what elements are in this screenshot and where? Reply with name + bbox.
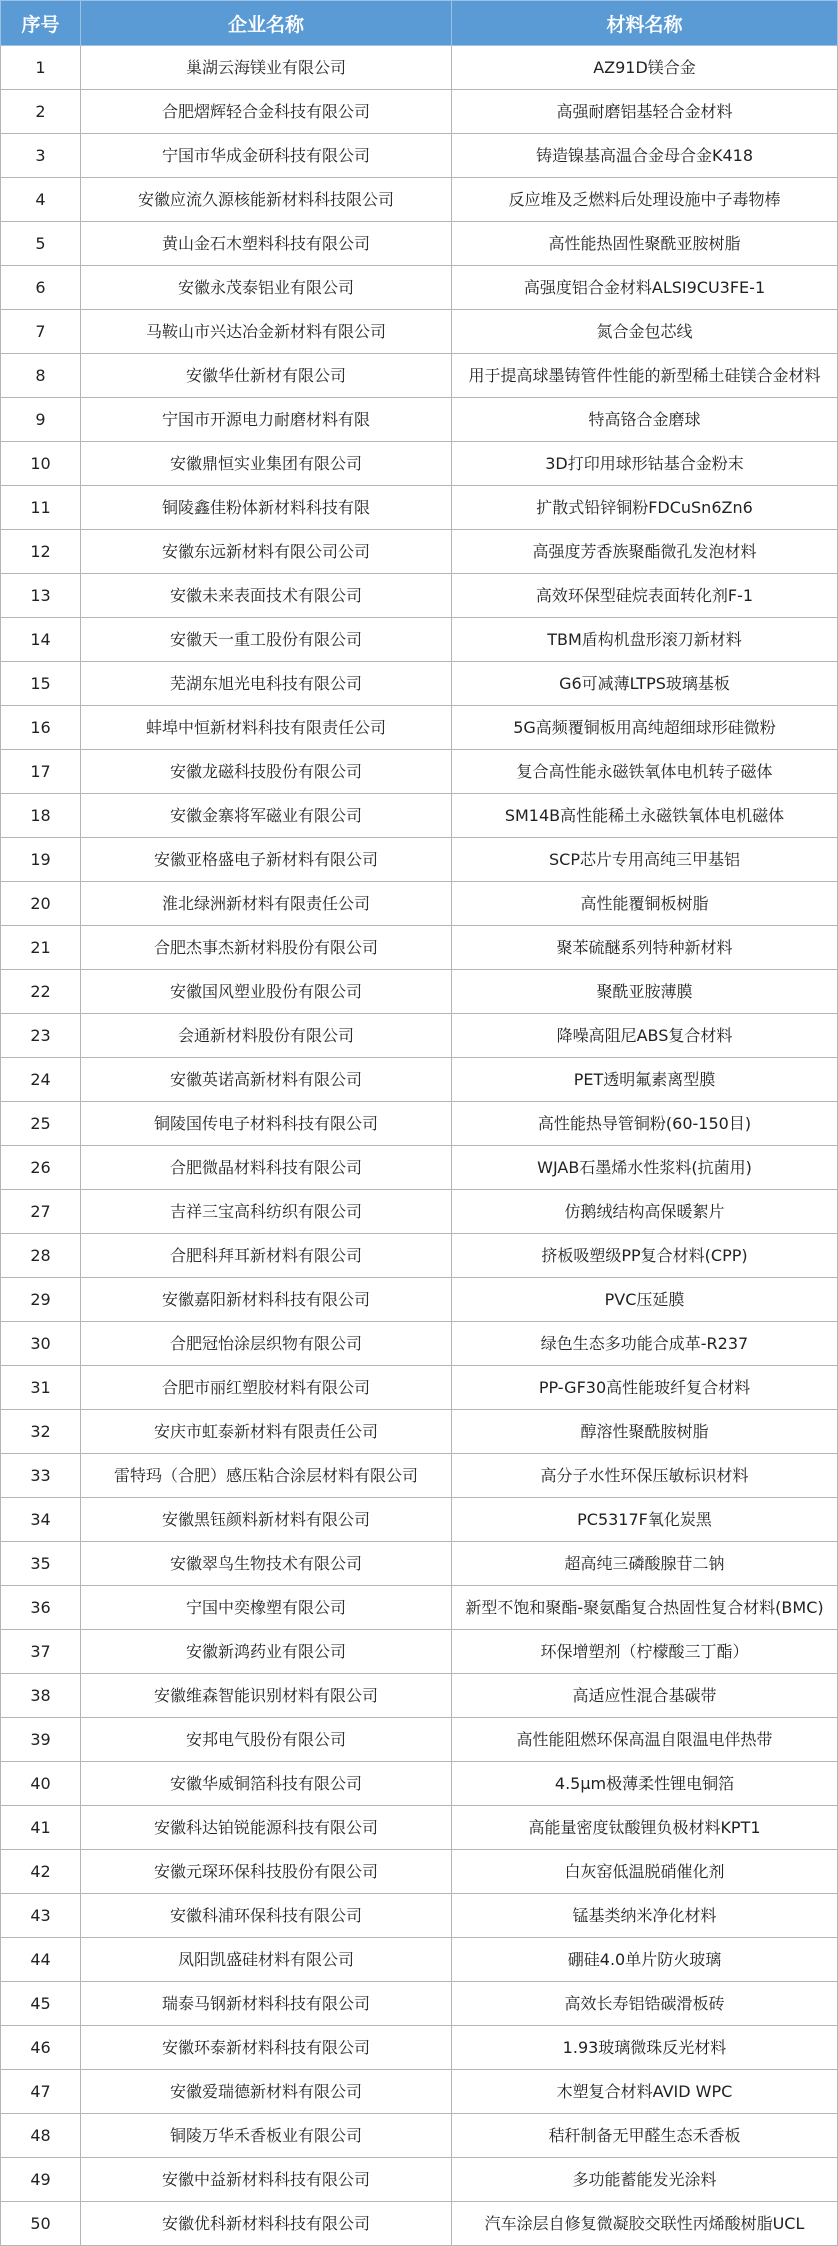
cell-index: 27	[1, 1190, 81, 1234]
cell-company: 合肥杰事杰新材料股份有限公司	[81, 926, 452, 970]
cell-company: 铜陵国传电子材料科技有限公司	[81, 1102, 452, 1146]
cell-material: 绿色生态多功能合成革-R237	[452, 1322, 838, 1366]
cell-index: 42	[1, 1850, 81, 1894]
cell-material: 挤板吸塑级PP复合材料(CPP)	[452, 1234, 838, 1278]
table-row	[1, 882, 838, 926]
table-row	[1, 1762, 838, 1806]
cell-company: 安徽嘉阳新材料科技有限公司	[81, 1278, 452, 1322]
cell-company: 铜陵鑫佳粉体新材料科技有限	[81, 486, 452, 530]
cell-index: 1	[1, 46, 81, 90]
table-row	[1, 46, 838, 90]
cell-company: 宁国市开源电力耐磨材料有限	[81, 398, 452, 442]
cell-index: 26	[1, 1146, 81, 1190]
cell-material: 聚酰亚胺薄膜	[452, 970, 838, 1014]
cell-company: 安徽龙磁科技股份有限公司	[81, 750, 452, 794]
cell-company: 安徽翠鸟生物技术有限公司	[81, 1542, 452, 1586]
cell-company: 芜湖东旭光电科技有限公司	[81, 662, 452, 706]
table-row	[1, 2202, 838, 2246]
cell-material: 高性能阻燃环保高温自限温电伴热带	[452, 1718, 838, 1762]
cell-material: 高性能热固性聚酰亚胺树脂	[452, 222, 838, 266]
header-index: 序号	[1, 1, 81, 46]
cell-material: 高能量密度钛酸锂负极材料KPT1	[452, 1806, 838, 1850]
table-row	[1, 1982, 838, 2026]
table-row	[1, 662, 838, 706]
cell-material: SCP芯片专用高纯三甲基铝	[452, 838, 838, 882]
table-row	[1, 794, 838, 838]
cell-company: 合肥冠怡涂层织物有限公司	[81, 1322, 452, 1366]
header-company: 企业名称	[81, 1, 452, 46]
cell-index: 16	[1, 706, 81, 750]
cell-index: 37	[1, 1630, 81, 1674]
cell-company: 安徽优科新材料科技有限公司	[81, 2202, 452, 2246]
cell-index: 47	[1, 2070, 81, 2114]
cell-index: 13	[1, 574, 81, 618]
table-row	[1, 354, 838, 398]
cell-index: 3	[1, 134, 81, 178]
table-row	[1, 310, 838, 354]
cell-material: 白灰窑低温脱硝催化剂	[452, 1850, 838, 1894]
table-row	[1, 1674, 838, 1718]
cell-index: 4	[1, 178, 81, 222]
cell-material: 锰基类纳米净化材料	[452, 1894, 838, 1938]
cell-material: PET透明氟素离型膜	[452, 1058, 838, 1102]
cell-company: 安徽爱瑞德新材料有限公司	[81, 2070, 452, 2114]
cell-index: 20	[1, 882, 81, 926]
cell-material: 4.5μm极薄柔性锂电铜箔	[452, 1762, 838, 1806]
cell-material: 氮合金包芯线	[452, 310, 838, 354]
cell-company: 安徽天一重工股份有限公司	[81, 618, 452, 662]
table-row	[1, 1454, 838, 1498]
cell-index: 36	[1, 1586, 81, 1630]
cell-company: 合肥微晶材料科技有限公司	[81, 1146, 452, 1190]
cell-index: 12	[1, 530, 81, 574]
cell-material: 高效环保型硅烷表面转化剂F-1	[452, 574, 838, 618]
cell-company: 安邦电气股份有限公司	[81, 1718, 452, 1762]
cell-index: 10	[1, 442, 81, 486]
cell-company: 安徽英诺高新材料有限公司	[81, 1058, 452, 1102]
cell-company: 安徽元琛环保科技股份有限公司	[81, 1850, 452, 1894]
table-row	[1, 266, 838, 310]
table-row	[1, 2070, 838, 2114]
cell-index: 21	[1, 926, 81, 970]
cell-material: 聚苯硫醚系列特种新材料	[452, 926, 838, 970]
cell-index: 24	[1, 1058, 81, 1102]
cell-company: 安徽金寨将军磁业有限公司	[81, 794, 452, 838]
cell-company: 安徽应流久源核能新材料科技限公司	[81, 178, 452, 222]
table-row	[1, 1366, 838, 1410]
table-row	[1, 1190, 838, 1234]
cell-material: G6可减薄LTPS玻璃基板	[452, 662, 838, 706]
table-row	[1, 1322, 838, 1366]
cell-company: 吉祥三宝高科纺织有限公司	[81, 1190, 452, 1234]
cell-material: 高强度芳香族聚酯微孔发泡材料	[452, 530, 838, 574]
cell-company: 合肥科拜耳新材料有限公司	[81, 1234, 452, 1278]
cell-index: 23	[1, 1014, 81, 1058]
cell-material: 醇溶性聚酰胺树脂	[452, 1410, 838, 1454]
cell-company: 安徽华威铜箔科技有限公司	[81, 1762, 452, 1806]
table-row	[1, 574, 838, 618]
cell-index: 44	[1, 1938, 81, 1982]
cell-company: 安徽新鸿药业有限公司	[81, 1630, 452, 1674]
table-row	[1, 442, 838, 486]
cell-index: 49	[1, 2158, 81, 2202]
cell-index: 22	[1, 970, 81, 1014]
table-row	[1, 750, 838, 794]
cell-material: PC5317F氧化炭黑	[452, 1498, 838, 1542]
cell-index: 46	[1, 2026, 81, 2070]
cell-index: 38	[1, 1674, 81, 1718]
cell-index: 34	[1, 1498, 81, 1542]
table-row	[1, 486, 838, 530]
cell-company: 铜陵万华禾香板业有限公司	[81, 2114, 452, 2158]
cell-material: 高分子水性环保压敏标识材料	[452, 1454, 838, 1498]
cell-index: 11	[1, 486, 81, 530]
table-row	[1, 2114, 838, 2158]
cell-material: 5G高频覆铜板用高纯超细球形硅微粉	[452, 706, 838, 750]
cell-company: 安徽环泰新材料科技有限公司	[81, 2026, 452, 2070]
table-row	[1, 1498, 838, 1542]
cell-company: 蚌埠中恒新材料科技有限责任公司	[81, 706, 452, 750]
cell-material: TBM盾构机盘形滚刀新材料	[452, 618, 838, 662]
cell-index: 45	[1, 1982, 81, 2026]
table-row	[1, 222, 838, 266]
cell-material: 反应堆及乏燃料后处理设施中子毒物棒	[452, 178, 838, 222]
cell-index: 19	[1, 838, 81, 882]
cell-index: 18	[1, 794, 81, 838]
cell-material: 铸造镍基高温合金母合金K418	[452, 134, 838, 178]
cell-company: 安徽维森智能识别材料有限公司	[81, 1674, 452, 1718]
cell-company: 瑞泰马钢新材料科技有限公司	[81, 1982, 452, 2026]
cell-material: WJAB石墨烯水性浆料(抗菌用)	[452, 1146, 838, 1190]
cell-company: 凤阳凯盛硅材料有限公司	[81, 1938, 452, 1982]
cell-material: 3D打印用球形钴基合金粉末	[452, 442, 838, 486]
table-row	[1, 1278, 838, 1322]
table-row	[1, 1234, 838, 1278]
table-row	[1, 926, 838, 970]
cell-material: 高性能热导管铜粉(60-150目)	[452, 1102, 838, 1146]
cell-company: 巢湖云海镁业有限公司	[81, 46, 452, 90]
table-row	[1, 1630, 838, 1674]
cell-company: 合肥熠辉轻合金科技有限公司	[81, 90, 452, 134]
cell-index: 14	[1, 618, 81, 662]
cell-index: 2	[1, 90, 81, 134]
cell-material: 硼硅4.0单片防火玻璃	[452, 1938, 838, 1982]
table-row	[1, 618, 838, 662]
cell-index: 5	[1, 222, 81, 266]
cell-material: 秸秆制备无甲醛生态禾香板	[452, 2114, 838, 2158]
table-row	[1, 706, 838, 750]
cell-index: 30	[1, 1322, 81, 1366]
table-row	[1, 1014, 838, 1058]
table-row	[1, 178, 838, 222]
cell-material: 特高铬合金磨球	[452, 398, 838, 442]
table-row	[1, 838, 838, 882]
cell-material: PP-GF30高性能玻纤复合材料	[452, 1366, 838, 1410]
cell-index: 39	[1, 1718, 81, 1762]
cell-company: 安徽科达铂锐能源科技有限公司	[81, 1806, 452, 1850]
cell-company: 马鞍山市兴达冶金新材料有限公司	[81, 310, 452, 354]
cell-company: 安徽未来表面技术有限公司	[81, 574, 452, 618]
cell-company: 安徽黑钰颜料新材料有限公司	[81, 1498, 452, 1542]
table-row	[1, 90, 838, 134]
cell-company: 黄山金石木塑料科技有限公司	[81, 222, 452, 266]
cell-index: 6	[1, 266, 81, 310]
cell-index: 28	[1, 1234, 81, 1278]
cell-index: 25	[1, 1102, 81, 1146]
cell-index: 29	[1, 1278, 81, 1322]
cell-material: PVC压延膜	[452, 1278, 838, 1322]
table-row	[1, 134, 838, 178]
cell-material: AZ91D镁合金	[452, 46, 838, 90]
table-row	[1, 2158, 838, 2202]
cell-index: 35	[1, 1542, 81, 1586]
cell-index: 32	[1, 1410, 81, 1454]
table-row	[1, 1410, 838, 1454]
cell-index: 33	[1, 1454, 81, 1498]
cell-company: 安徽东远新材料有限公司公司	[81, 530, 452, 574]
cell-company: 安庆市虹泰新材料有限责任公司	[81, 1410, 452, 1454]
cell-material: 多功能蓄能发光涂料	[452, 2158, 838, 2202]
table-row	[1, 1938, 838, 1982]
cell-material: 高适应性混合基碳带	[452, 1674, 838, 1718]
table-row	[1, 1718, 838, 1762]
table-row	[1, 1146, 838, 1190]
cell-company: 雷特玛（合肥）感压粘合涂层材料有限公司	[81, 1454, 452, 1498]
cell-index: 7	[1, 310, 81, 354]
cell-company: 宁国市华成金研科技有限公司	[81, 134, 452, 178]
cell-material: 1.93玻璃微珠反光材料	[452, 2026, 838, 2070]
cell-index: 50	[1, 2202, 81, 2246]
cell-company: 安徽国风塑业股份有限公司	[81, 970, 452, 1014]
cell-company: 合肥市丽红塑胶材料有限公司	[81, 1366, 452, 1410]
table-row	[1, 1102, 838, 1146]
table-row	[1, 1850, 838, 1894]
table-row	[1, 1586, 838, 1630]
cell-material: 环保增塑剂（柠檬酸三丁酯）	[452, 1630, 838, 1674]
cell-company: 淮北绿洲新材料有限责任公司	[81, 882, 452, 926]
cell-material: 高强度铝合金材料ALSI9CU3FE-1	[452, 266, 838, 310]
cell-index: 43	[1, 1894, 81, 1938]
cell-company: 安徽永茂泰铝业有限公司	[81, 266, 452, 310]
cell-material: 汽车涂层自修复微凝胶交联性丙烯酸树脂UCL	[452, 2202, 838, 2246]
table-row	[1, 970, 838, 1014]
cell-material: 复合高性能永磁铁氧体电机转子磁体	[452, 750, 838, 794]
cell-material: 高性能覆铜板树脂	[452, 882, 838, 926]
table-row	[1, 1542, 838, 1586]
cell-material: 仿鹅绒结构高保暖絮片	[452, 1190, 838, 1234]
cell-index: 17	[1, 750, 81, 794]
cell-company: 安徽科浦环保科技有限公司	[81, 1894, 452, 1938]
cell-company: 安徽亚格盛电子新材料有限公司	[81, 838, 452, 882]
cell-material: 扩散式铅锌铜粉FDCuSn6Zn6	[452, 486, 838, 530]
table-row	[1, 1806, 838, 1850]
cell-material: 高效长寿铝锆碳滑板砖	[452, 1982, 838, 2026]
cell-index: 48	[1, 2114, 81, 2158]
cell-index: 15	[1, 662, 81, 706]
cell-material: 超高纯三磷酸腺苷二钠	[452, 1542, 838, 1586]
table-row	[1, 1058, 838, 1102]
cell-company: 安徽中益新材料科技有限公司	[81, 2158, 452, 2202]
cell-material: SM14B高性能稀土永磁铁氧体电机磁体	[452, 794, 838, 838]
table-row	[1, 530, 838, 574]
cell-company: 安徽华仕新材有限公司	[81, 354, 452, 398]
table-row	[1, 2026, 838, 2070]
cell-index: 40	[1, 1762, 81, 1806]
cell-index: 9	[1, 398, 81, 442]
cell-company: 宁国中奕橡塑有限公司	[81, 1586, 452, 1630]
header-row	[1, 1, 838, 46]
cell-company: 安徽鼎恒实业集团有限公司	[81, 442, 452, 486]
cell-index: 41	[1, 1806, 81, 1850]
table-row	[1, 1894, 838, 1938]
cell-material: 用于提高球墨铸管件性能的新型稀土硅镁合金材料	[452, 354, 838, 398]
header-material: 材料名称	[452, 1, 838, 46]
cell-material: 新型不饱和聚酯-聚氨酯复合热固性复合材料(BMC)	[452, 1586, 838, 1630]
cell-material: 高强耐磨铝基轻合金材料	[452, 90, 838, 134]
cell-index: 8	[1, 354, 81, 398]
cell-material: 木塑复合材料AVID WPC	[452, 2070, 838, 2114]
cell-company: 会通新材料股份有限公司	[81, 1014, 452, 1058]
table-body	[1, 46, 838, 2246]
table-row	[1, 398, 838, 442]
cell-material: 降噪高阻尼ABS复合材料	[452, 1014, 838, 1058]
cell-index: 31	[1, 1366, 81, 1410]
